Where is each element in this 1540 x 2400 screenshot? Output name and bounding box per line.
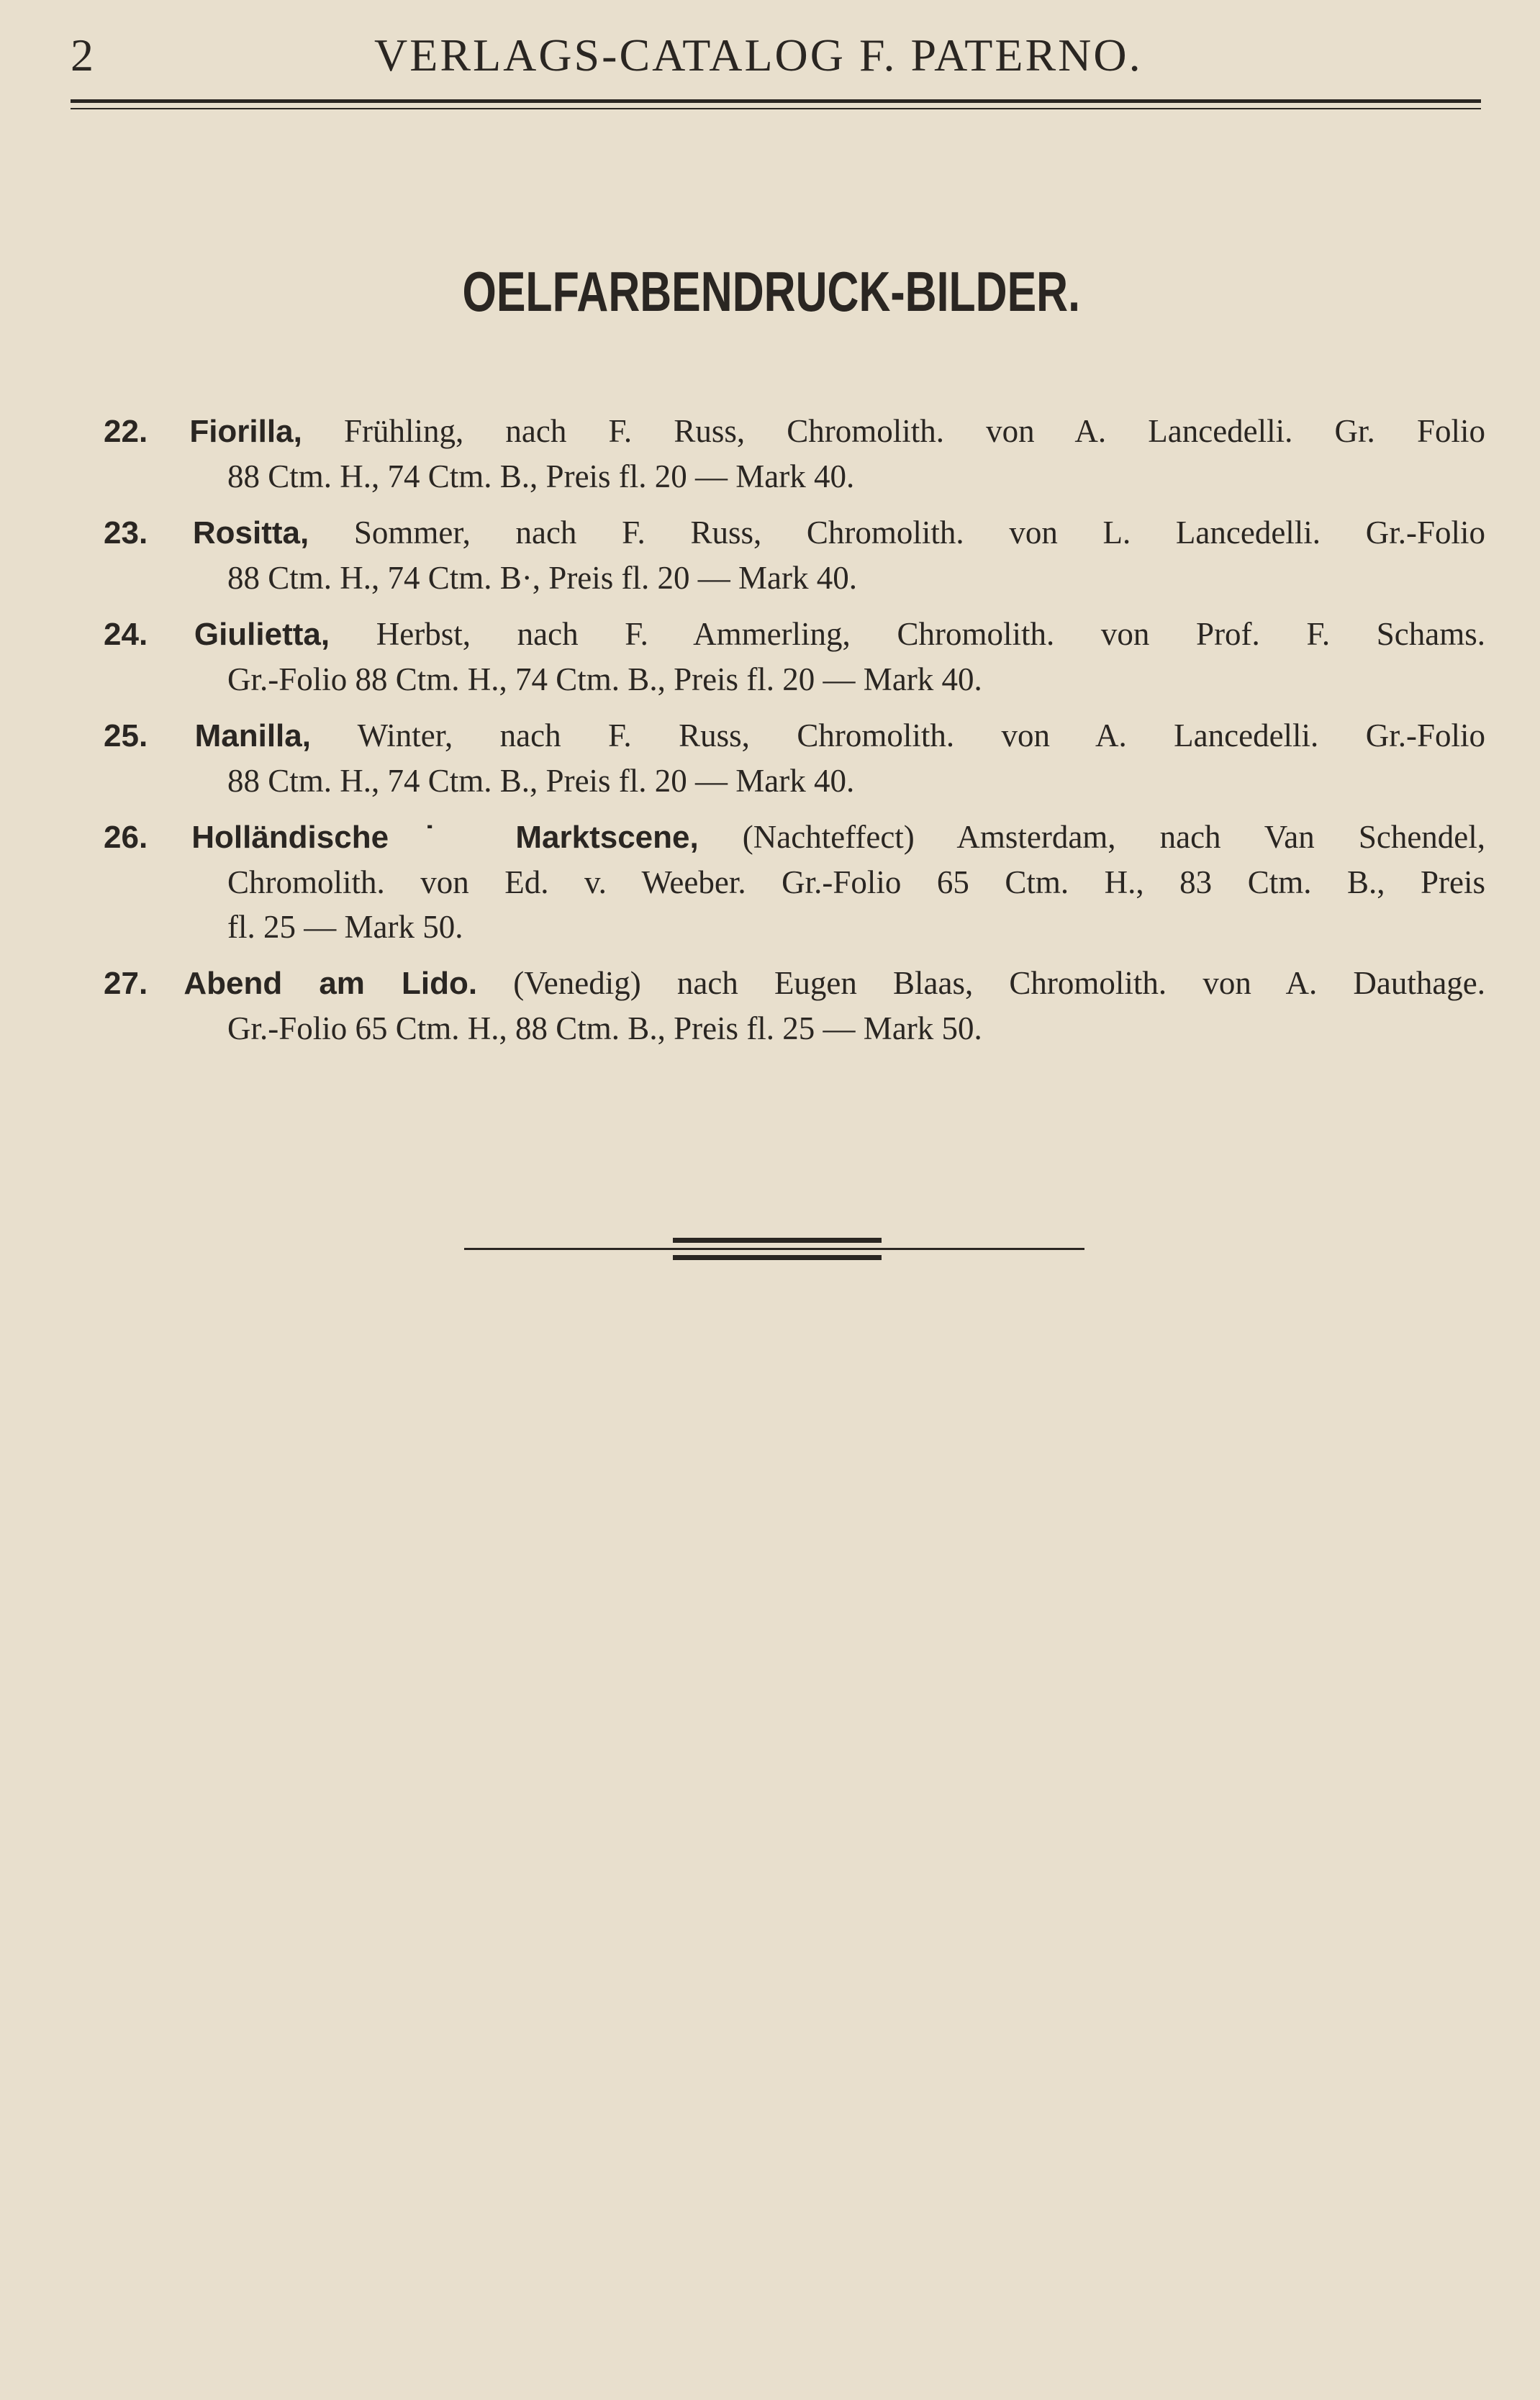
catalog-entry-27 <box>104 961 1485 1051</box>
entry-number: 22. <box>104 414 148 449</box>
header-rule <box>71 99 1481 103</box>
entry-details: 88 Ctm. H., 74 Ctm. B., Preis fl. 20 — Mark 40. <box>227 763 855 799</box>
entry-details: Gr.-Folio 88 Ctm. H., 74 Ctm. B., Preis fl. 20 — Mark 40. <box>227 661 982 697</box>
entry-details-cont: fl. 25 — Mark 50. <box>227 909 463 945</box>
entry-details: 88 Ctm. H., 74 Ctm. B., Preis fl. 20 — Mark 40. <box>227 458 855 494</box>
entry-number: 24. <box>104 617 148 652</box>
entry-text: Sommer, nach F. Russ, Chromolith. von L. Lancedelli. Gr.-Folio <box>353 515 1485 551</box>
catalog-entry-22 <box>104 409 1485 499</box>
entry-title: Holländische˙ Marktscene, <box>191 820 699 855</box>
entry-title: Fiorilla, <box>189 414 302 449</box>
ornamental-divider-top <box>673 1238 882 1243</box>
catalog-entry-26 <box>104 815 1485 949</box>
ornamental-divider-bottom <box>673 1255 882 1260</box>
entry-text: Winter, nach F. Russ, Chromolith. von A. Lancedelli. Gr.-Folio <box>357 717 1486 753</box>
entry-number: 27. <box>104 966 148 1001</box>
entry-text: (Venedig) nach Eugen Blaas, Chromolith. von A. Dauthage. <box>513 965 1486 1001</box>
entry-text: Herbst, nach F. Ammerling, Chromolith. von Prof. F. Schams. <box>376 616 1486 652</box>
catalog-entry-25 <box>104 713 1485 803</box>
entry-details: Chromolith. von Ed. v. Weeber. Gr.-Folio 65 Ctm. H., 83 Ctm. B., Preis <box>227 864 1485 900</box>
entry-details: 88 Ctm. H., 74 Ctm. B·, Preis fl. 20 — Mark 40. <box>227 560 857 596</box>
section-title: OELFARBENDRUCK-BILDER. <box>462 260 1081 323</box>
entry-title: Abend am Lido. <box>184 966 478 1001</box>
entry-text: (Nachteffect) Amsterdam, nach Van Schendel, <box>742 819 1486 855</box>
page-number: 2 <box>71 30 95 81</box>
entry-title: Manilla, <box>194 718 311 753</box>
entry-title: Giulietta, <box>194 617 330 652</box>
entry-details: Gr.-Folio 65 Ctm. H., 88 Ctm. B., Preis fl. 25 — Mark 50. <box>227 1010 982 1046</box>
catalog-entry-24 <box>104 612 1485 702</box>
ornamental-divider-line <box>464 1248 1084 1250</box>
catalog-entry-23 <box>104 510 1485 600</box>
entry-title: Rositta, <box>192 515 309 551</box>
entry-number: 25. <box>104 718 148 753</box>
header-rule-thin <box>71 108 1481 109</box>
entry-list <box>104 409 1485 1062</box>
entry-text: Frühling, nach F. Russ, Chromolith. von A. Lancedelli. Gr. Folio <box>343 413 1485 449</box>
running-header-title: VERLAGS-CATALOG F. PATERNO. <box>374 30 1143 81</box>
entry-number: 23. <box>104 515 148 551</box>
entry-number: 26. <box>104 820 148 855</box>
